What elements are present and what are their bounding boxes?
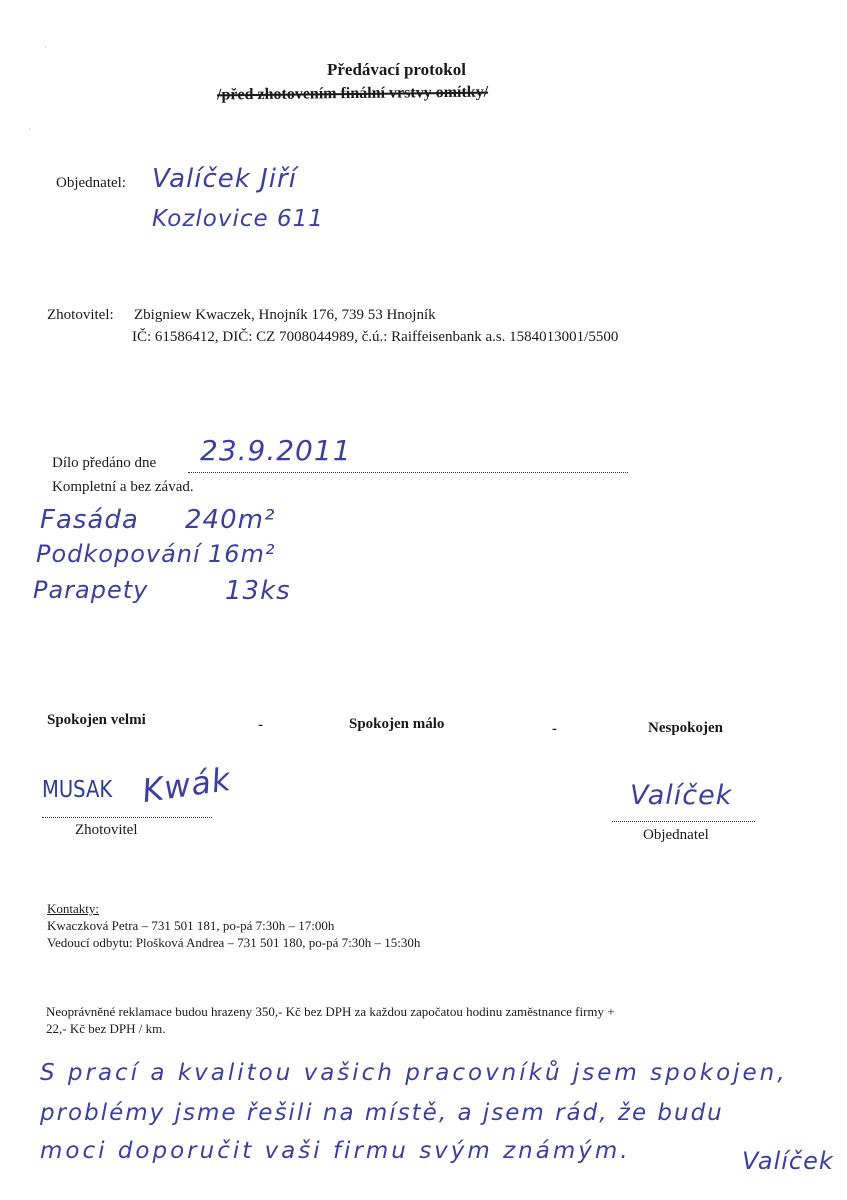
rating-little-satisfied: Spokojen málo <box>349 716 445 732</box>
handwritten-note-line2: problémy jsme řešili na místě, a jsem rád, že budu <box>40 1100 724 1126</box>
orderer-signature-line <box>612 821 755 822</box>
handwritten-note-signature: Valíček <box>742 1147 834 1175</box>
rating-not-satisfied: Nespokojen <box>648 720 724 736</box>
scan-mark: · <box>44 42 47 52</box>
work-item-name: Parapety <box>33 576 149 604</box>
handover-date-handwritten: 23.9.2011 <box>200 434 352 467</box>
work-item-name: Fasáda <box>40 505 139 535</box>
document-subtitle: /před zhotovením finální vrstvy omítky/ <box>216 83 489 104</box>
contractor-signature: Kwák <box>139 759 234 811</box>
handwritten-note-line3: moci doporučit vaši firmu svým známým. <box>40 1138 631 1164</box>
contacts-heading: Kontakty: <box>47 901 99 916</box>
orderer-address-handwritten: Kozlovice 611 <box>152 206 324 232</box>
orderer-signature-label: Objednatel <box>643 827 709 843</box>
work-item-qty: 16m² <box>208 540 276 568</box>
rating-separator: - <box>258 717 263 733</box>
document-title: Předávací protokol <box>327 60 466 79</box>
work-item-name: Podkopování <box>36 540 201 568</box>
handover-status: Kompletní a bez závad. <box>52 479 194 495</box>
contractor-line2: IČ: 61586412, DIČ: CZ 7008044989, č.ú.: Raiffeisenbank a.s. 1584013001/5500 <box>132 329 619 345</box>
orderer-label: Objednatel: <box>56 175 126 191</box>
contractor-signature-label: Zhotovitel <box>75 822 138 838</box>
contractor-label: Zhotovitel: <box>47 307 114 323</box>
handwritten-note-line1: S prací a kvalitou vašich pracovníků jsem spokojen, <box>40 1060 788 1086</box>
handover-label: Dílo předáno dne <box>52 455 157 471</box>
orderer-signature: Valíček <box>630 780 733 811</box>
contacts-line2: Vedoucí odbytu: Plošková Andrea – 731 501 180, po-pá 7:30h – 15:30h <box>47 935 421 950</box>
work-item-qty: 240m² <box>185 505 276 535</box>
contacts-line1: Kwaczková Petra – 731 501 181, po-pá 7:30h – 17:00h <box>47 918 335 933</box>
scan-mark: · <box>28 124 31 134</box>
rating-very-satisfied: Spokojen velmi <box>47 712 146 728</box>
handover-date-line <box>188 472 628 473</box>
claims-notice-line1: Neoprávněné reklamace budou hrazeny 350,- Kč bez DPH za každou započatou hodinu zaměstnance firmy + <box>46 1004 615 1019</box>
contractor-line1: Zbigniew Kwaczek, Hnojník 176, 739 53 Hnojník <box>134 307 436 323</box>
orderer-name-handwritten: Valíček Jiří <box>152 164 297 194</box>
contractor-stamp: MUSAK <box>42 777 113 803</box>
work-item-qty: 13ks <box>225 576 291 606</box>
rating-separator: - <box>552 721 557 737</box>
claims-notice-line2: 22,- Kč bez DPH / km. <box>46 1021 166 1036</box>
contractor-signature-line <box>42 817 212 818</box>
